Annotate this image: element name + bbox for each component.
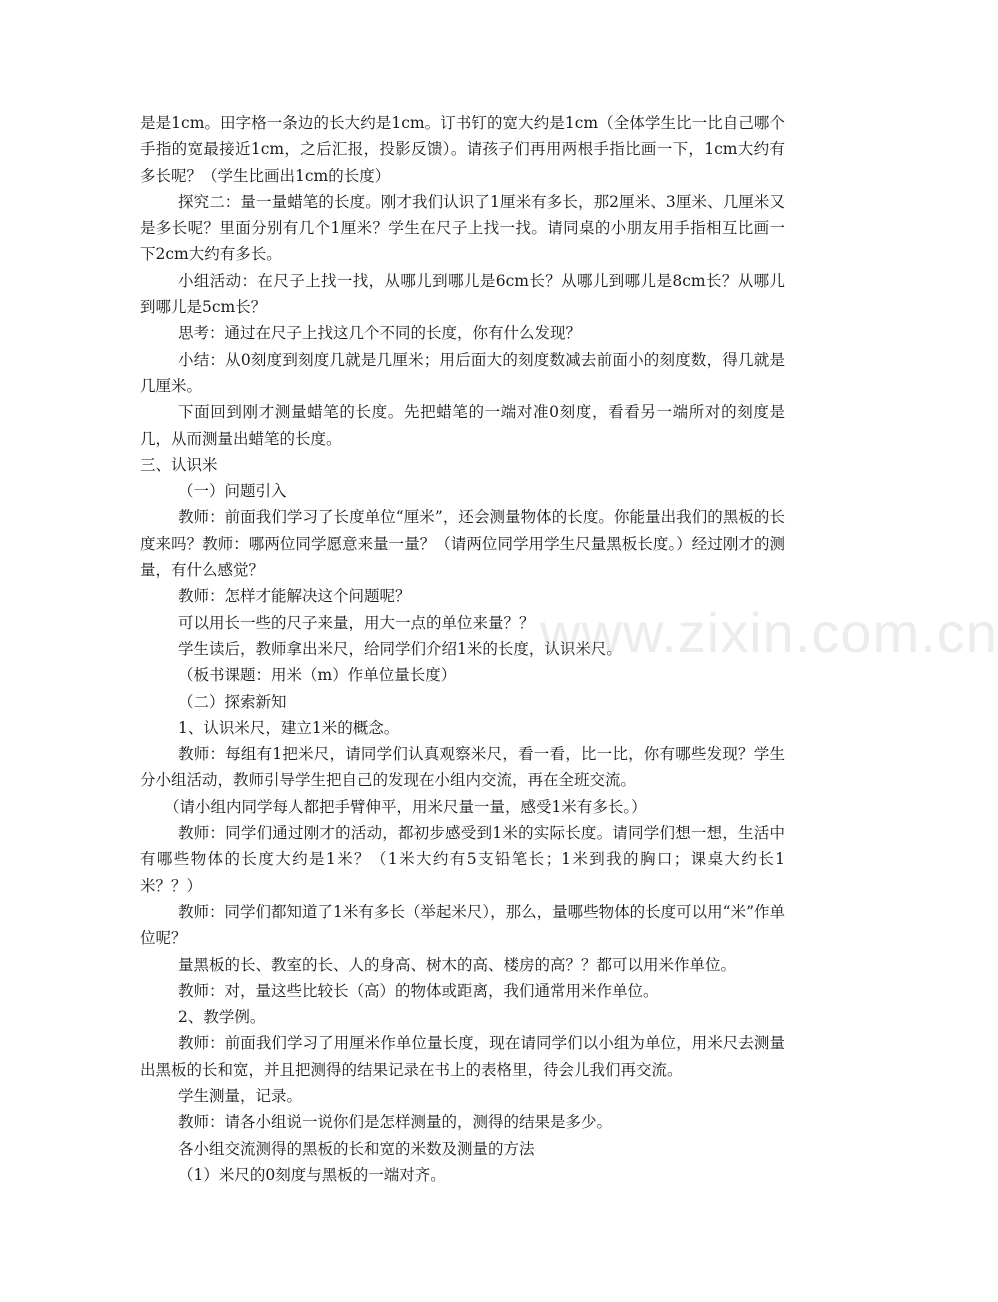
- paragraph: （请小组内同学每人都把手臂伸平，用米尺量一量，感受1米有多长。）: [164, 797, 647, 816]
- subsection-heading: （一）问题引入: [178, 482, 287, 501]
- paragraph: 探究二：量一量蜡笔的长度。刚才我们认识了1厘米有多长，那2厘米、3厘米、几厘米又是多长呢？里面分别有几个1厘米？学生在尺子上找一找。请同桌的小朋友用手指相互比画一下2cm大约有多长。: [140, 192, 785, 264]
- paragraph: 学生读后，教师拿出米尺，给同学们介绍1米的长度，认识米尺。: [178, 639, 622, 658]
- paragraph: 教师：怎样才能解决这个问题呢？: [178, 587, 411, 606]
- paragraph: （板书课题：用米（m）作单位量长度）: [178, 666, 457, 685]
- paragraph: 小结：从0刻度到刻度几就是几厘米；用后面大的刻度数减去前面小的刻度数，得几就是几厘米。: [140, 350, 785, 395]
- section-heading: 三、认识米: [140, 455, 218, 474]
- paragraph: 量黑板的长、教室的长、人的身高、树木的高、楼房的高？？都可以用米作单位。: [178, 955, 737, 974]
- paragraph: 教师：同学们通过刚才的活动，都初步感受到1米的实际长度。请同学们想一想，生活中有哪些物体的长度大约是1米？（1米大约有5支铅笔长；1米到我的胸口；课桌大约长1米？？）: [140, 824, 785, 895]
- paragraph: 教师：每组有1把米尺，请同学们认真观察米尺，看一看，比一比，你有哪些发现？学生分小组活动，教师引导学生把自己的发现在小组内交流，再在全班交流。: [140, 745, 785, 790]
- paragraph: 教师：同学们都知道了1米有多长（举起米尺），那么，量哪些物体的长度可以用“米”作单位呢？: [140, 902, 785, 948]
- paragraph: 教师：请各小组说一说你们是怎样测量的，测得的结果是多少。: [178, 1113, 613, 1132]
- document-page: [140, 110, 785, 1188]
- paragraph: 2、教学例。: [178, 1008, 266, 1027]
- paragraph: 1、认识米尺，建立1米的概念。: [178, 718, 400, 737]
- paragraph: 可以用长一些的尺子来量，用大一点的单位来量？？: [178, 613, 535, 632]
- paragraph: 各小组交流测得的黑板的长和宽的米数及测量的方法: [178, 1139, 535, 1158]
- subsection-heading: （二）探索新知: [178, 692, 287, 711]
- paragraph: 教师：对，量这些比较长（高）的物体或距离，我们通常用米作单位。: [178, 981, 659, 1000]
- paragraph: 小组活动：在尺子上找一找，从哪儿到哪儿是6cm长？从哪儿到哪儿是8cm长？从哪儿到哪儿是5cm长？: [140, 271, 785, 317]
- paragraph: 思考：通过在尺子上找这几个不同的长度，你有什么发现？: [178, 324, 582, 343]
- paragraph: （1）米尺的0刻度与黑板的一端对齐。: [178, 1165, 446, 1184]
- paragraph: 是是1cm。田字格一条边的长大约是1cm。订书钉的宽大约是1cm（全体学生比一比自己哪个手指的宽最接近1cm，之后汇报，投影反馈）。请孩子们再用两根手指比画一下，1cm大约有多长呢？（学生比画出1cm的长度）: [140, 114, 785, 185]
- paragraph: 教师：前面我们学习了用厘米作单位量长度，现在请同学们以小组为单位，用米尺去测量出黑板的长和宽，并且把测得的结果记录在书上的表格里，待会儿我们再交流。: [140, 1034, 785, 1079]
- paragraph: 教师：前面我们学习了长度单位“厘米”，还会测量物体的长度。你能量出我们的黑板的长度来吗？教师：哪两位同学愿意来量一量？（请两位同学用学生尺量黑板长度。）经过刚才的测量，有什么感觉？: [140, 508, 785, 580]
- watermark: www.zixin.com.cn: [540, 601, 998, 664]
- paragraph: 下面回到刚才测量蜡笔的长度。先把蜡笔的一端对准0刻度，看看另一端所对的刻度是几，从而测量出蜡笔的长度。: [140, 403, 785, 448]
- paragraph: 学生测量，记录。: [178, 1086, 303, 1105]
